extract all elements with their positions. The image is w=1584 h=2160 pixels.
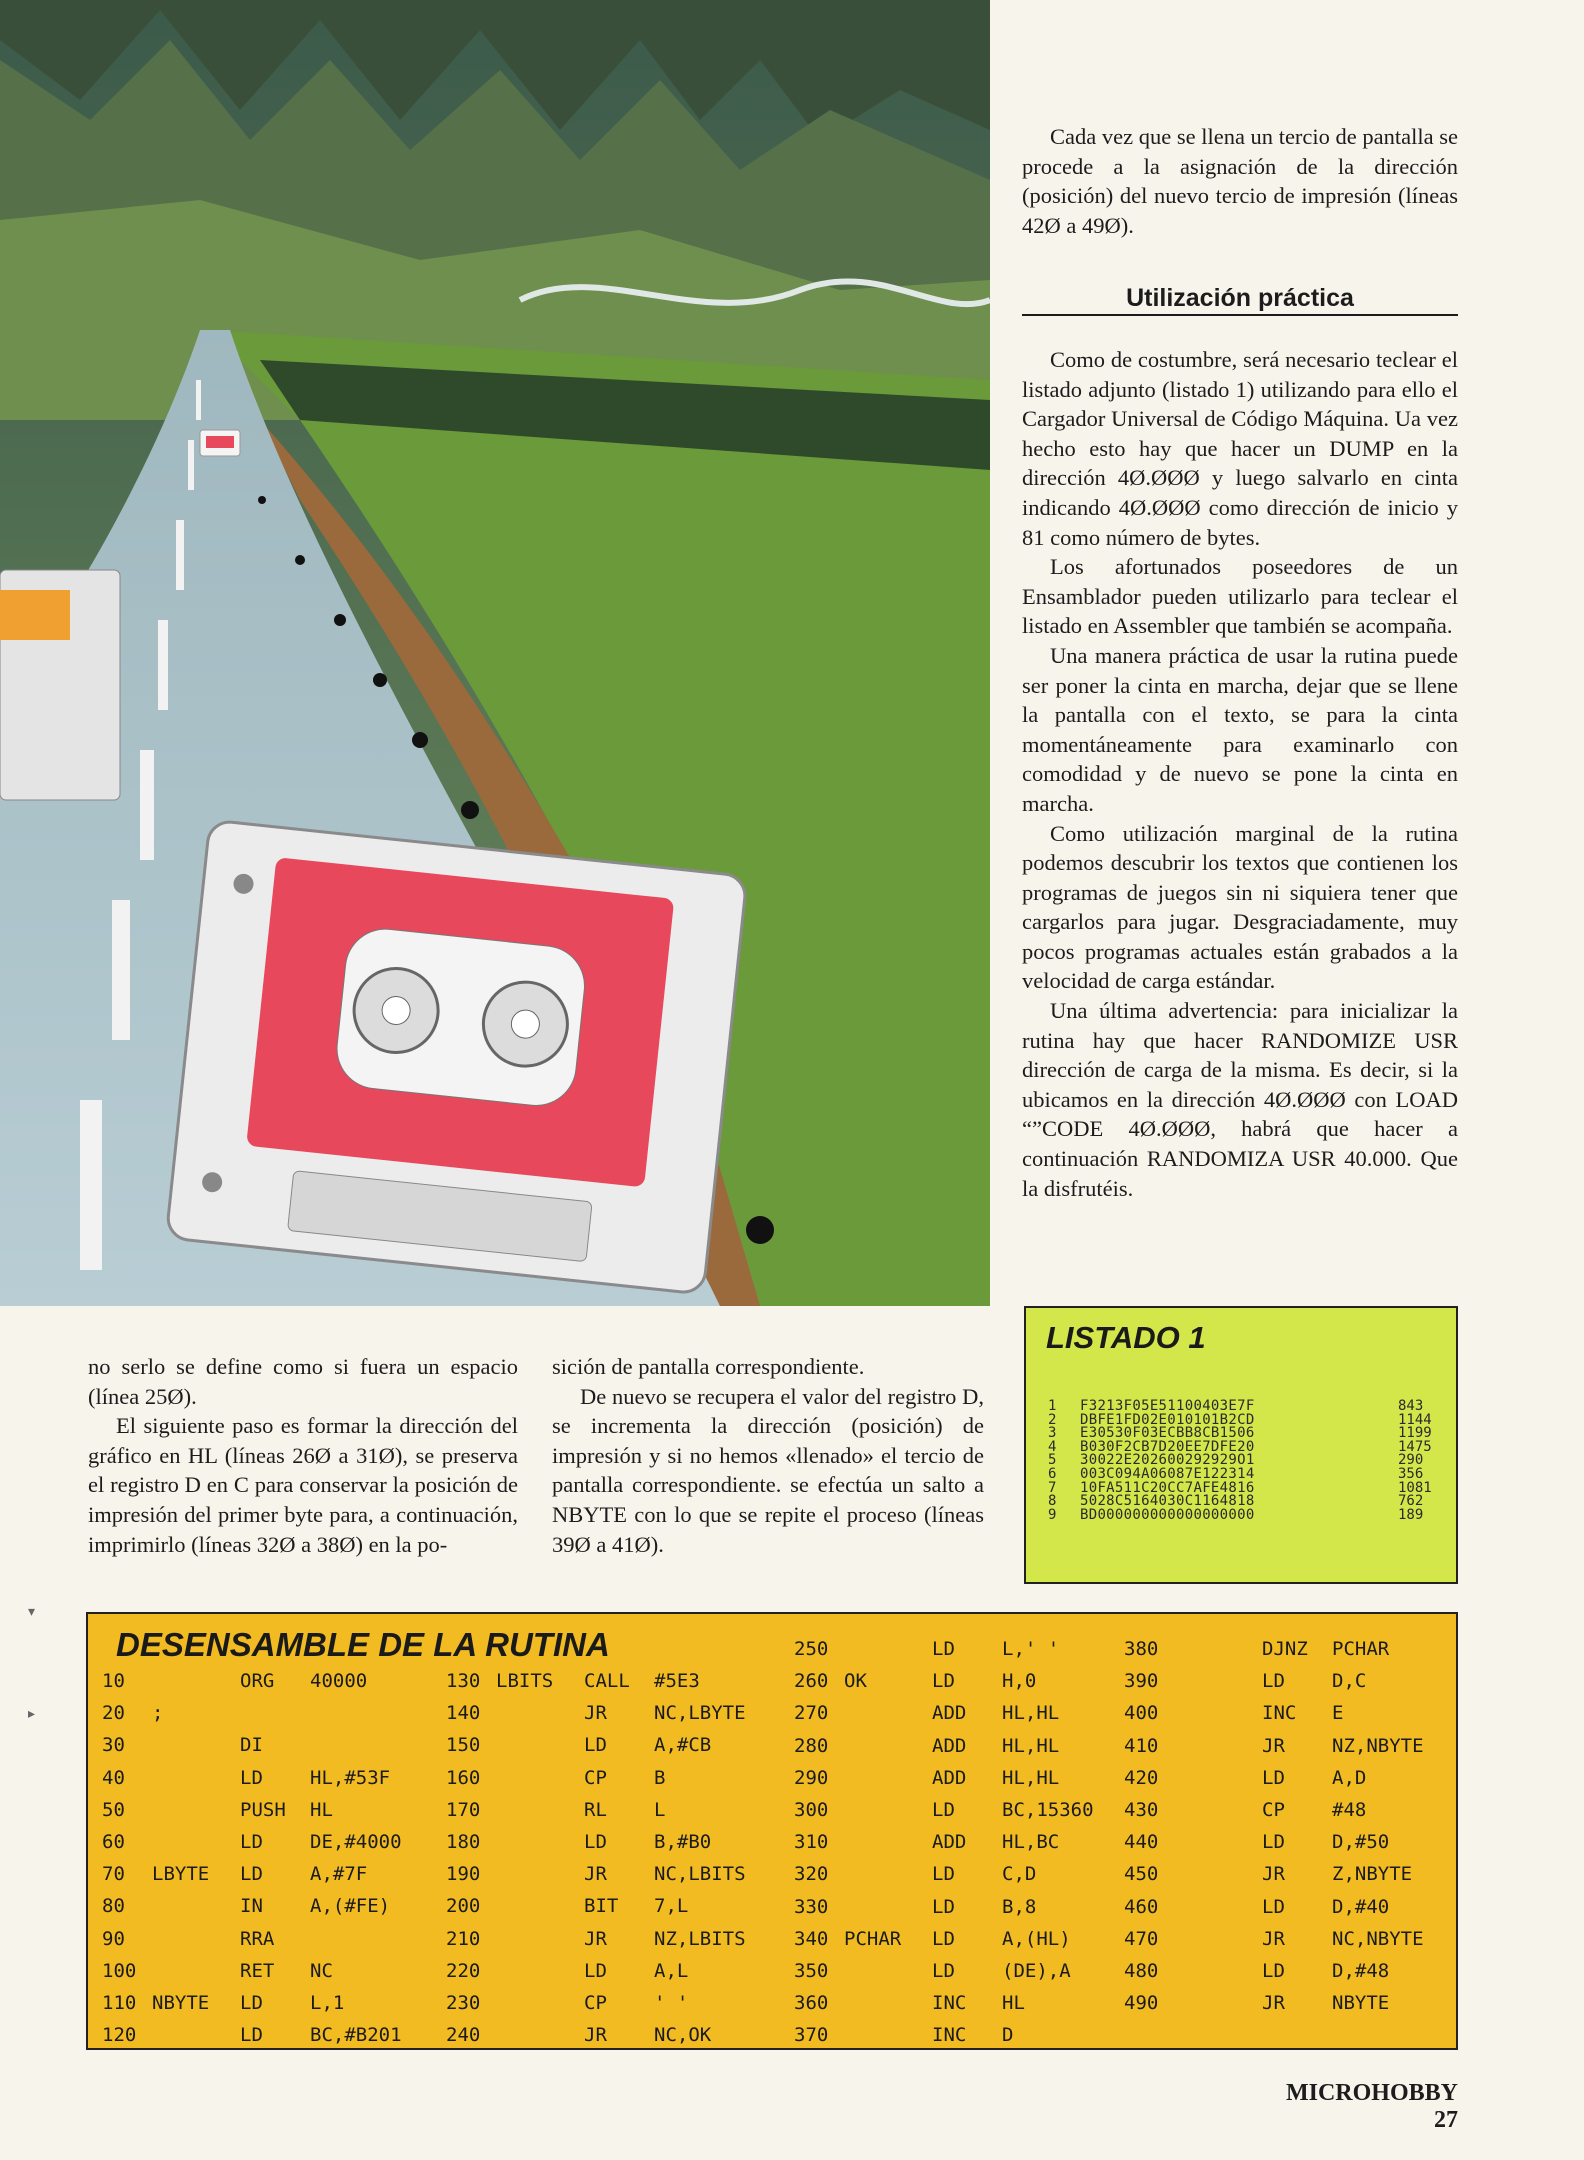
asm-operand: A,(#FE) [310,1895,391,1918]
asm-opcode: PUSH [240,1798,286,1821]
asm-line-number: 450 [1124,1863,1159,1886]
asm-opcode: JR [1262,1863,1285,1886]
asm-line [102,2024,432,2056]
listado-line-number: 6 [1048,1465,1057,1482]
asm-opcode: LD [240,1766,263,1789]
asm-operand: L,1 [310,1991,345,2014]
listado-line-number: 2 [1048,1411,1057,1428]
listado-checksum: 762 [1398,1493,1424,1510]
listado-hex-data: 003C094A06087E122314 [1080,1465,1255,1482]
asm-line [102,1895,432,1927]
asm-operand: A,(HL) [1002,1927,1071,1950]
asm-operand: B [654,1766,666,1789]
asm-operand: DE,#4000 [310,1830,402,1853]
listado-title: LISTADO 1 [1046,1320,1206,1355]
body-paragraph: Una manera práctica de usar la rutina puede ser poner la cinta en marcha, dejar que se llene la pantalla con el texto, se para la cinta momentáneamente para examinarlo con comodidad y de nuevo se pone la cinta en marcha. [1022,642,1458,816]
asm-line-number: 240 [446,2024,481,2047]
asm-opcode: ORG [240,1670,275,1692]
asm-column-1 [102,1670,432,2056]
asm-line-number: 270 [794,1702,829,1725]
asm-operand: D,#50 [1332,1831,1390,1854]
asm-line-number: 50 [102,1798,125,1821]
asm-opcode: JR [584,1927,607,1950]
spine-mark: ▸ [28,1707,36,1722]
listado-line-number: 7 [1048,1479,1057,1496]
asm-line-number: 470 [1124,1927,1159,1950]
asm-line-number: 490 [1124,1992,1159,2015]
asm-opcode: IN [240,1895,263,1918]
asm-line [794,1960,1114,1992]
asm-line-number: 300 [794,1798,829,1821]
asm-operand: A,D [1332,1766,1367,1789]
asm-operand: NC,LBITS [654,1863,746,1886]
asm-operand: B,#B0 [654,1830,712,1853]
asm-operand: D,C [1332,1670,1367,1693]
asm-line [794,1767,1114,1799]
asm-operand: D [1002,2024,1014,2047]
listado-hex-data: F3213F05E51100403E7F [1080,1398,1255,1414]
listado-checksum: 1081 [1398,1479,1432,1496]
bottom-text-column-2 [552,1352,984,1559]
asm-line [446,1670,766,1702]
asm-line [794,2024,1114,2056]
body-paragraph: Una última advertencia: para inicializar la rutina hay que hacer RANDOMIZE USR dirección de carga de la misma. Es decir, si la ubicamos en la dirección 4Ø.ØØØ con LOAD “”CODE 4Ø.ØØØ, habrá que hacer a continuación RANDOMIZA USR 40.000. Que la disfrutéis. [1022,998,1458,1201]
asm-line [794,1799,1114,1831]
listado-line-number: 1 [1048,1398,1057,1414]
listado-line-number: 5 [1048,1452,1057,1469]
asm-line-number: 30 [102,1734,125,1757]
asm-line [794,1992,1114,2024]
asm-opcode: RL [584,1798,607,1821]
asm-operand: NZ,NBYTE [1332,1734,1424,1757]
asm-label: PCHAR [844,1927,902,1950]
listado-hex-data: 5028C5164030C1164818 [1080,1493,1255,1510]
asm-line-number: 460 [1124,1895,1159,1918]
asm-opcode: RRA [240,1927,275,1950]
page-footer: MICROHOBBY 27 [1285,2080,1458,2133]
asm-label: OK [844,1670,867,1693]
asm-opcode: INC [1262,1702,1297,1725]
asm-opcode: CP [584,1991,607,2014]
asm-line-number: 420 [1124,1766,1159,1789]
desensamble-box [86,1612,1458,2050]
asm-opcode: ADD [932,1831,967,1854]
asm-line-number: 130 [446,1670,481,1692]
asm-opcode: JR [584,2024,607,2047]
asm-opcode: LD [240,1991,263,2014]
listado-row [1048,1506,1448,1523]
asm-operand: A,#7F [310,1863,368,1886]
asm-label: LBYTE [152,1863,210,1886]
asm-opcode: ADD [932,1766,967,1789]
asm-line-number: 310 [794,1831,829,1854]
asm-line [446,1863,766,1895]
desensamble-title: DESENSAMBLE DE LA RUTINA [116,1626,610,1663]
asm-line-number: 440 [1124,1831,1159,1854]
asm-operand: HL [1002,1992,1025,2015]
asm-line [794,1702,1114,1734]
asm-operand: C,D [1002,1863,1037,1886]
asm-line [1124,1992,1444,2024]
asm-line-number: 100 [102,1959,137,1982]
asm-line [1124,1735,1444,1767]
asm-line-number: 10 [102,1670,125,1692]
listado-hex-data: B030F2CB7D20EE7DFE20 [1080,1438,1255,1455]
asm-operand: E [1332,1702,1344,1725]
asm-line-number: 380 [1124,1638,1159,1660]
asm-line [446,1895,766,1927]
asm-line-number: 140 [446,1702,481,1725]
asm-line-number: 370 [794,2024,829,2047]
asm-operand: NC,LBYTE [654,1702,746,1725]
asm-operand: L [654,1798,666,1821]
asm-label: NBYTE [152,1991,210,2014]
listado-rows [1048,1400,1448,1522]
asm-line-number: 200 [446,1895,481,1918]
asm-operand: Z,NBYTE [1332,1863,1413,1886]
asm-opcode: INC [932,2024,967,2047]
asm-line [1124,1928,1444,1960]
asm-operand: HL,#53F [310,1766,391,1789]
asm-opcode: BIT [584,1895,619,1918]
listado-box [1024,1306,1458,1584]
body-paragraph: De nuevo se recupera el valor del registro D, se incrementa la dirección (posición) de impresión y si no hemos «llenado» el tercio de pantalla correspondiente. se efectúa un salto a NBYTE con lo que se repite el proceso (líneas 39Ø a 41Ø). [552,1383,984,1557]
asm-operand: HL,HL [1002,1766,1060,1789]
listado-checksum: 1199 [1398,1425,1432,1442]
asm-opcode: CP [1262,1798,1285,1821]
asm-operand: NC,NBYTE [1332,1927,1424,1950]
listado-line-number: 4 [1048,1438,1057,1455]
listado-checksum: 189 [1398,1506,1424,1523]
right-text-column [1022,345,1458,1203]
asm-line-number: 60 [102,1830,125,1853]
asm-opcode: ADD [932,1702,967,1725]
asm-operand: BC,15360 [1002,1798,1094,1821]
asm-line-number: 260 [794,1670,829,1693]
asm-line [102,1960,432,1992]
asm-column-2 [446,1670,766,2056]
asm-operand: D,#48 [1332,1959,1390,1982]
body-paragraph: Los afortunados poseedores de un Ensamblador pueden utilizarlo para teclear el listado en Assembler que también se acompaña. [1022,554,1458,639]
asm-operand: PCHAR [1332,1638,1390,1660]
asm-line [102,1734,432,1766]
asm-operand: #48 [1332,1798,1367,1821]
asm-line-number: 480 [1124,1959,1159,1982]
asm-operand: H,0 [1002,1670,1037,1693]
asm-line [1124,1896,1444,1928]
asm-line [446,1831,766,1863]
body-paragraph: El siguiente paso es formar la dirección del gráfico en HL (líneas 26Ø a 31Ø), se preserva el registro D en C para conservar la posición de impresión del primer byte para, a continuación, imprimirlo (líneas 32Ø a 38Ø) en la po- [88,1413,518,1557]
asm-line [102,1670,432,1702]
asm-line [102,1863,432,1895]
asm-operand: L,' ' [1002,1638,1060,1660]
asm-line-number: 180 [446,1830,481,1853]
listado-hex-data: E30530F03ECBB8CB1506 [1080,1425,1255,1442]
asm-opcode: LD [1262,1670,1285,1693]
asm-opcode: LD [584,1734,607,1757]
asm-line-number: 340 [794,1927,829,1950]
asm-line [794,1928,1114,1960]
asm-line [446,1799,766,1831]
asm-line-number: 290 [794,1766,829,1789]
asm-line [102,1702,432,1734]
asm-opcode: LD [932,1638,955,1660]
asm-opcode: DJNZ [1262,1638,1308,1660]
body-paragraph: Como utilización marginal de la rutina podemos descubrir los textos que contienen los programas de juegos sin ni siquiera tener que cargarlos para jugar. Desgraciadamente, muy pocos programas actuales están grabados a la velocidad de carga estándar. [1022,820,1458,994]
asm-opcode: LD [240,1830,263,1853]
asm-line [1124,1831,1444,1863]
asm-opcode: LD [932,1798,955,1821]
asm-opcode: DI [240,1734,263,1757]
asm-line [794,1896,1114,1928]
asm-line [794,1831,1114,1863]
listado-line-number: 3 [1048,1425,1057,1442]
spine-mark: ▾ [28,1605,36,1620]
asm-line [446,2024,766,2056]
asm-opcode: LD [1262,1831,1285,1854]
asm-operand: B,8 [1002,1895,1037,1918]
asm-opcode: CALL [584,1670,630,1692]
body-paragraph: sición de pantalla correspondiente. [552,1354,865,1379]
asm-line [446,1734,766,1766]
asm-operand: D,#40 [1332,1895,1390,1918]
asm-opcode: JR [1262,1992,1285,2015]
asm-line-number: 330 [794,1895,829,1918]
asm-opcode: JR [584,1863,607,1886]
asm-opcode: LD [240,1863,263,1886]
listado-line-number: 9 [1048,1506,1057,1523]
asm-line [1124,1638,1444,1670]
asm-line-number: 20 [102,1702,125,1725]
asm-line-number: 400 [1124,1702,1159,1725]
asm-operand: #5E3 [654,1670,700,1692]
asm-opcode: LD [1262,1895,1285,1918]
asm-operand: HL,BC [1002,1831,1060,1854]
asm-opcode: LD [932,1863,955,1886]
asm-line-number: 210 [446,1927,481,1950]
cassette-road-illustration [0,0,990,1306]
asm-line-number: 250 [794,1638,829,1660]
listado-checksum: 356 [1398,1465,1424,1482]
asm-line [1124,1799,1444,1831]
asm-line-number: 350 [794,1959,829,1982]
asm-operand: HL,HL [1002,1702,1060,1725]
asm-opcode: JR [1262,1927,1285,1950]
bottom-text-column-1 [88,1352,518,1559]
asm-operand: HL,HL [1002,1734,1060,1757]
asm-line-number: 70 [102,1863,125,1886]
asm-line [1124,1670,1444,1702]
asm-operand: NZ,LBITS [654,1927,746,1950]
asm-line-number: 230 [446,1991,481,2014]
asm-line-number: 190 [446,1863,481,1886]
asm-line [794,1863,1114,1895]
asm-line [794,1735,1114,1767]
asm-opcode: LD [932,1895,955,1918]
asm-line-number: 360 [794,1992,829,2015]
asm-line [102,1799,432,1831]
asm-line-number: 170 [446,1798,481,1821]
asm-line [446,1960,766,1992]
asm-label: LBITS [496,1670,554,1692]
listado-checksum: 843 [1398,1398,1424,1414]
asm-column-4 [1124,1638,1444,2024]
asm-label: ; [152,1702,164,1725]
body-paragraph: Como de costumbre, será necesario teclear el listado adjunto (listado 1) utilizando para ello el Cargador Universal de Código Máquina. Ua vez hecho esto hay que hacer un DUMP en la dirección 4Ø.ØØØ y luego salvarlo en cinta indicando 4Ø.ØØØ como dirección de inicio y 81 como número de bytes. [1022,347,1458,550]
asm-opcode: LD [240,2024,263,2047]
asm-opcode: LD [932,1927,955,1950]
asm-opcode: JR [1262,1734,1285,1757]
asm-column-3 [794,1638,1114,2056]
asm-operand: BC,#B201 [310,2024,402,2047]
asm-line-number: 430 [1124,1798,1159,1821]
asm-line-number: 150 [446,1734,481,1757]
asm-opcode: LD [584,1959,607,1982]
asm-line [446,1702,766,1734]
asm-line-number: 110 [102,1991,137,2014]
asm-operand: NBYTE [1332,1992,1390,2015]
listado-hex-data: BD000000000000000000 [1080,1506,1255,1523]
asm-opcode: LD [1262,1766,1285,1789]
asm-line [446,1928,766,1960]
listado-checksum: 1144 [1398,1411,1432,1428]
asm-operand: ' ' [654,1991,689,2014]
asm-operand: NC [310,1959,333,1982]
asm-line-number: 220 [446,1959,481,1982]
asm-operand: A,L [654,1959,689,1982]
listado-hex-data: 30022E202600292929O1 [1080,1452,1255,1469]
listado-hex-data: 10FA511C20CC7AFE4816 [1080,1479,1255,1496]
asm-operand: 40000 [310,1670,368,1692]
asm-operand: 7,L [654,1895,689,1918]
asm-line-number: 40 [102,1766,125,1789]
asm-line [1124,1863,1444,1895]
asm-line [102,1831,432,1863]
asm-line [794,1638,1114,1670]
illustration-svg [0,0,990,1306]
listado-checksum: 1475 [1398,1438,1432,1455]
asm-operand: HL [310,1798,333,1821]
asm-operand: (DE),A [1002,1959,1071,1982]
asm-line-number: 80 [102,1895,125,1918]
asm-line [446,1767,766,1799]
asm-line-number: 160 [446,1766,481,1789]
asm-line [794,1670,1114,1702]
asm-opcode: LD [584,1830,607,1853]
asm-opcode: JR [584,1702,607,1725]
asm-line [1124,1960,1444,1992]
asm-line [102,1992,432,2024]
asm-line [446,1992,766,2024]
intro-paragraph-column [1022,122,1458,240]
asm-operand: A,#CB [654,1734,712,1757]
asm-opcode: RET [240,1959,275,1982]
listado-line-number: 8 [1048,1493,1057,1510]
asm-line [102,1928,432,1960]
asm-opcode: LD [1262,1959,1285,1982]
listado-hex-data: DBFE1FD02E010101B2CD [1080,1411,1255,1428]
asm-line [102,1767,432,1799]
asm-opcode: ADD [932,1734,967,1757]
section-heading: Utilización práctica [1022,282,1458,316]
asm-opcode: LD [932,1959,955,1982]
asm-line-number: 410 [1124,1734,1159,1757]
asm-line [1124,1702,1444,1734]
asm-line-number: 390 [1124,1670,1159,1693]
intro-paragraph: Cada vez que se llena un tercio de pantalla se procede a la asignación de la dirección (posición) del nuevo tercio de impresión (líneas 42Ø a 49Ø). [1022,124,1458,238]
listado-checksum: 290 [1398,1452,1424,1469]
body-paragraph: no serlo se define como si fuera un espacio (línea 25Ø). [88,1354,518,1409]
asm-opcode: CP [584,1766,607,1789]
asm-line-number: 90 [102,1927,125,1950]
asm-opcode: LD [932,1670,955,1693]
asm-operand: NC,OK [654,2024,712,2047]
asm-line-number: 280 [794,1734,829,1757]
asm-line-number: 320 [794,1863,829,1886]
asm-line-number: 120 [102,2024,137,2047]
asm-opcode: INC [932,1992,967,2015]
asm-line [1124,1767,1444,1799]
